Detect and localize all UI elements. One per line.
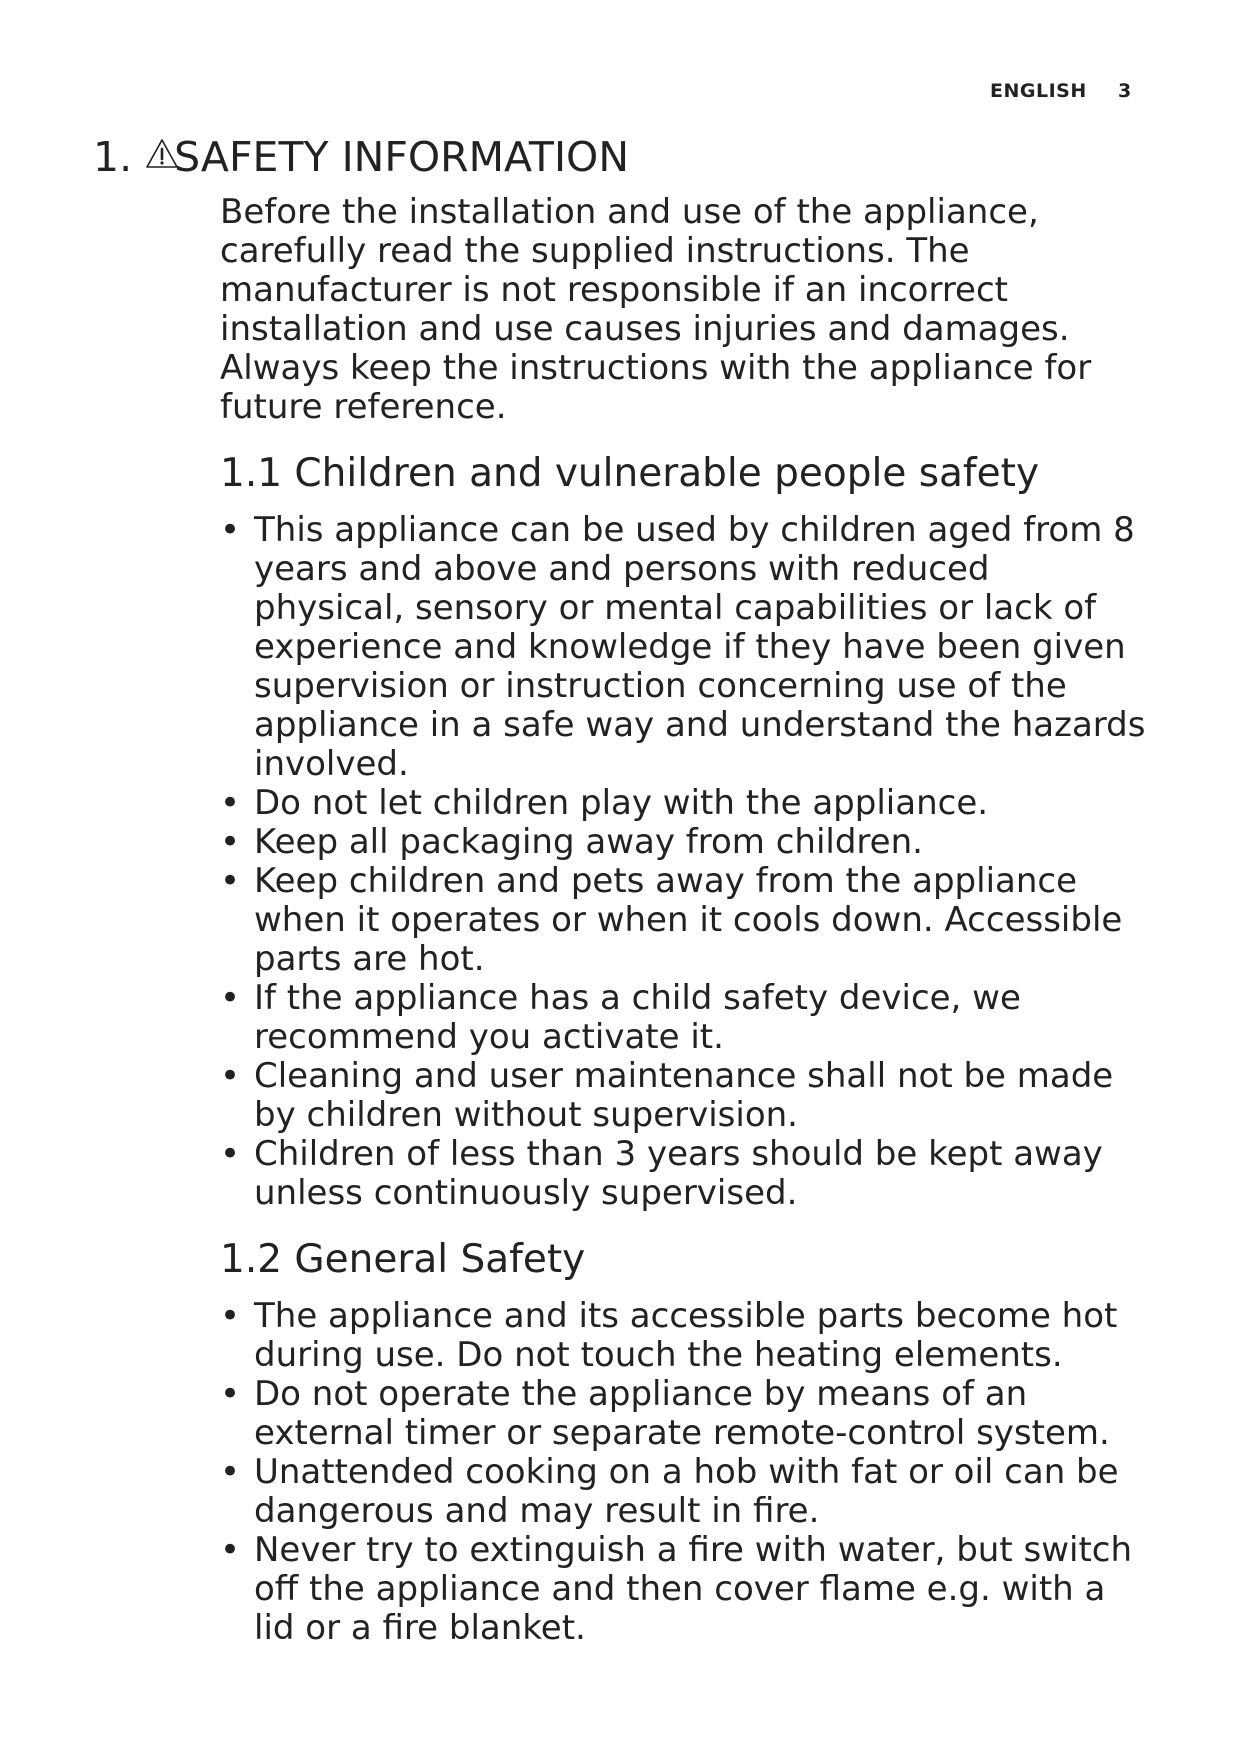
section-heading: 1.2 General Safety (220, 1237, 586, 1282)
list-item: • If the appliance has a child safety device, we recommend you activate it. (220, 978, 1021, 1057)
page-number: 3 (1118, 80, 1132, 102)
page-content (220, 193, 1150, 1648)
section-heading: 1.1 Children and vulnerable people safety (220, 451, 1040, 496)
bullet-list (220, 511, 1150, 1213)
bullet-list (220, 1297, 1150, 1648)
page-header (990, 80, 1140, 102)
bullet-icon: • (220, 510, 241, 550)
bullet-icon: • (220, 1134, 241, 1174)
list-item: • This appliance can be used by children aged from 8 years and above and persons with reduced physical, sensory or mental capabilities or lack of experience and knowledge if they have been given supervision or instruction concerning use of the appliance in a safe way and understand the hazards involved. (220, 510, 1146, 784)
bullet-icon: • (220, 1296, 241, 1336)
bullet-icon: • (220, 1056, 241, 1096)
bullet-icon: • (220, 861, 241, 901)
chapter-title (93, 133, 629, 181)
bullet-icon: • (220, 822, 241, 862)
list-item: • Do not operate the appliance by means of an external timer or separate remote-control system. (220, 1374, 1110, 1453)
language-label: ENGLISH (990, 80, 1087, 102)
intro-paragraph: Before the installation and use of the appliance, carefully read the supplied instructions. The manufacturer is not responsible if an incorrect installation and use causes injuries and damages. Always keep the instructions with the appliance for future reference. (220, 192, 1092, 427)
list-item: • Keep all packaging away from children. (220, 822, 923, 862)
list-item: • Do not let children play with the appliance. (220, 783, 989, 823)
list-item: • Cleaning and user maintenance shall not be made by children without supervision. (220, 1056, 1114, 1135)
bullet-icon: • (220, 783, 241, 823)
chapter-heading: SAFETY INFORMATION (174, 133, 629, 181)
section-children-safety (220, 451, 1150, 1213)
chapter-number: 1. (93, 133, 133, 181)
list-item: • Keep children and pets away from the appliance when it operates or when it cools down. Accessible parts are hot. (220, 861, 1123, 979)
list-item: • Children of less than 3 years should be kept away unless continuously supervised. (220, 1134, 1103, 1213)
list-item: • Never try to extinguish a fire with water, but switch off the appliance and then cover flame e.g. with a lid or a fire blanket. (220, 1530, 1133, 1648)
warning-triangle-icon (144, 136, 180, 172)
bullet-icon: • (220, 1452, 241, 1492)
bullet-icon: • (220, 1530, 241, 1570)
bullet-icon: • (220, 1374, 241, 1414)
list-item: • The appliance and its accessible parts become hot during use. Do not touch the heating elements. (220, 1296, 1118, 1375)
list-item: • Unattended cooking on a hob with fat or oil can be dangerous and may result in fire. (220, 1452, 1119, 1531)
bullet-icon: • (220, 978, 241, 1018)
section-general-safety (220, 1237, 1150, 1648)
